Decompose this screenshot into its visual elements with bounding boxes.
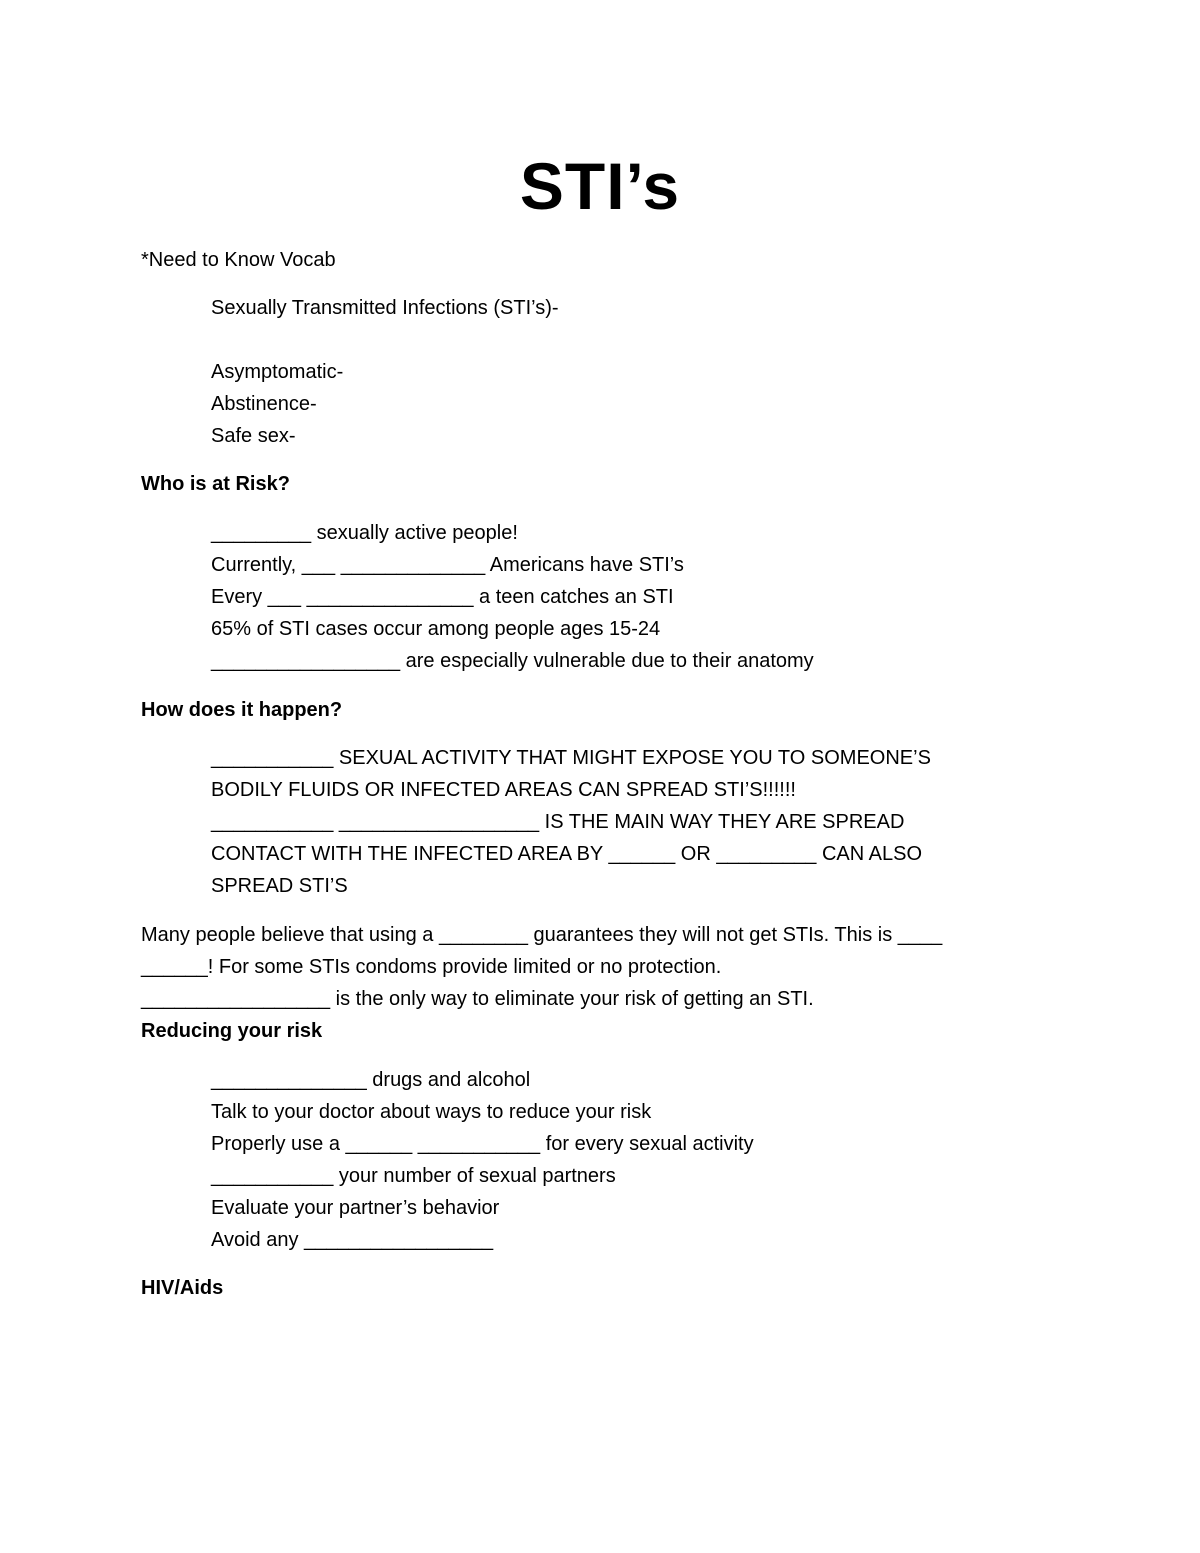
paragraph-line: Many people believe that using a ________ guarantees they will not get STIs. This is ____ [141,924,943,946]
reducing-item: ______________ drugs and alcohol [211,1069,531,1091]
reducing-item: Evaluate your partner’s behavior [211,1197,500,1219]
reducing-item: Talk to your doctor about ways to reduce your risk [211,1101,652,1123]
reducing-item: Properly use a ______ ___________ for every sexual activity [211,1133,754,1155]
happen-item: ___________ __________________ IS THE MAIN WAY THEY ARE SPREAD [211,811,905,833]
vocab-item: Asymptomatic- [211,361,344,383]
happen-item: ___________ SEXUAL ACTIVITY THAT MIGHT EXPOSE YOU TO SOMEONE’S [211,747,931,769]
vocab-item: Abstinence- [211,393,317,415]
vocab-item: Safe sex- [211,425,296,447]
reducing-item: Avoid any _________________ [211,1229,494,1251]
paragraph-line: _________________ is the only way to eliminate your risk of getting an STI. [141,988,814,1010]
section-heading-risk: Who is at Risk? [141,473,290,495]
section-heading-reducing: Reducing your risk [141,1020,323,1042]
risk-item: _________________ are especially vulnerable due to their anatomy [211,650,814,672]
section-heading-hiv: HIV/Aids [141,1277,224,1299]
vocab-item: Sexually Transmitted Infections (STI’s)- [211,297,559,319]
risk-item: Currently, ___ _____________ Americans have STI’s [211,554,684,576]
risk-item: _________ sexually active people! [211,522,518,544]
risk-item: 65% of STI cases occur among people ages 15-24 [211,618,661,640]
happen-item: BODILY FLUIDS OR INFECTED AREAS CAN SPREAD STI’S!!!!!! [211,779,796,801]
risk-item: Every ___ _______________ a teen catches an STI [211,586,674,608]
reducing-item: ___________ your number of sexual partners [211,1165,616,1187]
section-heading-happen: How does it happen? [141,699,343,721]
happen-item: CONTACT WITH THE INFECTED AREA BY ______ OR _________ CAN ALSO [211,843,923,865]
vocab-heading: *Need to Know Vocab [141,249,336,271]
paragraph-line: ______! For some STIs condoms provide limited or no protection. [141,956,722,978]
happen-item: SPREAD STI’S [211,875,348,897]
page-title: STI’s [519,149,681,223]
